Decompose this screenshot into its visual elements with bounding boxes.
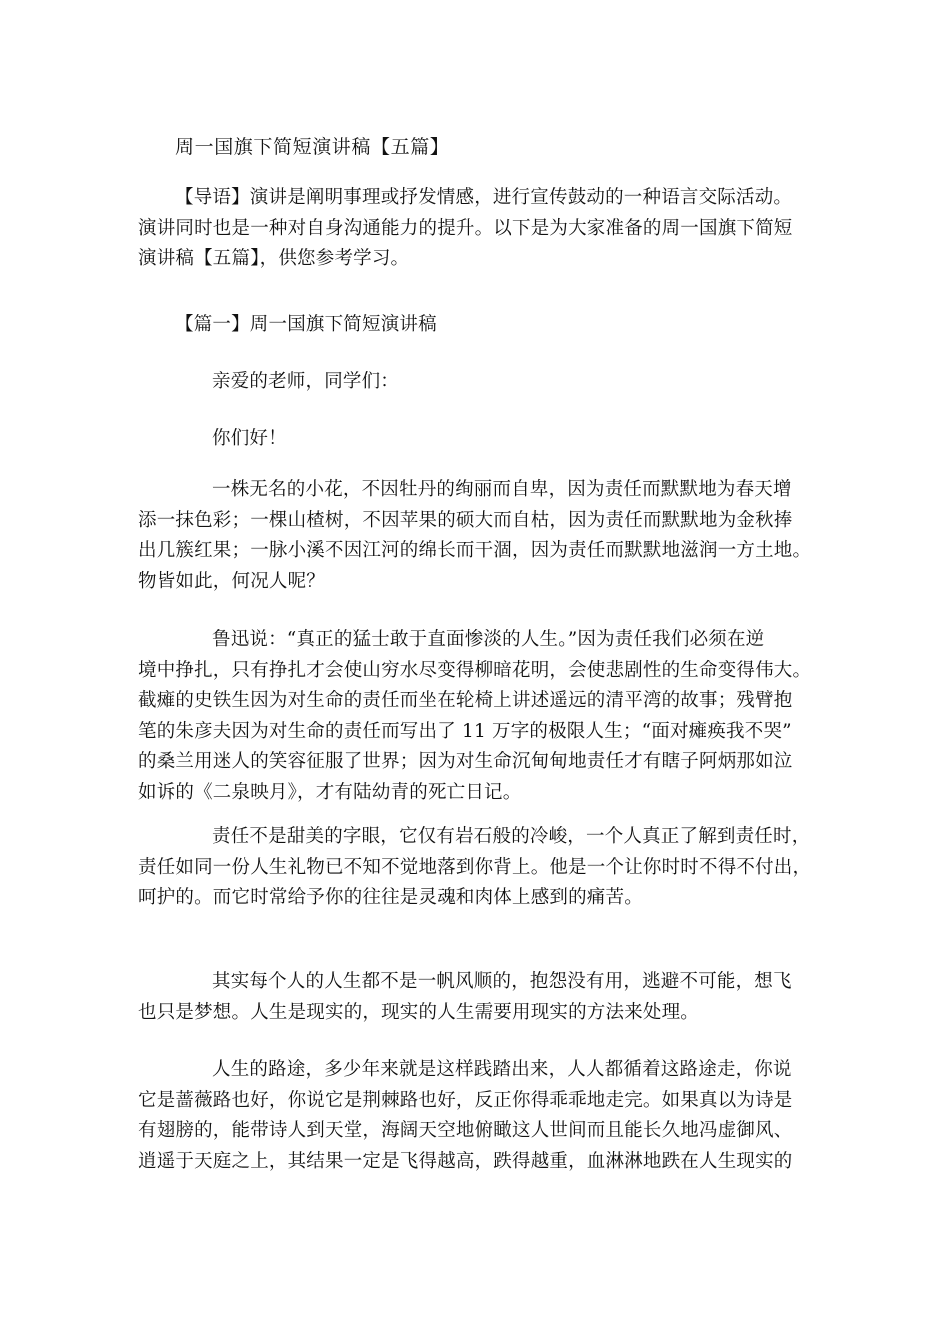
paragraph-line: 截瘫的史铁生因为对生命的责任而坐在轮椅上讲述遥远的清平湾的故事；残臂抱 bbox=[138, 690, 793, 712]
paragraph-line: 的桑兰用迷人的笑容征服了世界；因为对生命沉甸甸地责任才有瞎子阿炳那如泣 bbox=[138, 751, 793, 773]
paragraph-line: 如诉的《二泉映月》，才有陆幼青的死亡日记。 bbox=[138, 781, 522, 803]
body-paragraph-1 bbox=[138, 475, 818, 597]
paragraph-line: 呵护的。而它时常给予你的往往是灵魂和肉体上感到的痛苦。 bbox=[138, 887, 643, 909]
paragraph-line: 它是蔷薇路也好，你说它是荆棘路也好，反正你得乖乖地走完。如果真以为诗是 bbox=[138, 1089, 793, 1111]
paragraph-line: 一株无名的小花，不因牡丹的绚丽而自卑，因为责任而默默地为春天增 bbox=[212, 479, 792, 500]
document-title: 周一国旗下简短演讲稿【五篇】 bbox=[175, 136, 450, 158]
intro-line: 演讲同时也是一种对自身沟通能力的提升。以下是为大家准备的周一国旗下简短 bbox=[138, 217, 793, 239]
body-paragraph-4 bbox=[138, 967, 818, 1028]
paragraph-line: 物皆如此，何况人呢？ bbox=[138, 570, 326, 592]
paragraph-line: 逍遥于天庭之上，其结果一定是飞得越高，跌得越重，血淋淋地跌在人生现实的 bbox=[138, 1150, 793, 1172]
paragraph-line: 有翅膀的，能带诗人到天堂，海阔天空地俯瞰这人世间而且能长久地冯虚御风、 bbox=[138, 1120, 793, 1142]
greeting: 亲爱的老师，同学们： bbox=[212, 371, 400, 392]
paragraph-line: 其实每个人的人生都不是一帆风顺的，抱怨没有用，逃避不可能，想飞 bbox=[212, 971, 792, 992]
body-paragraph-5 bbox=[138, 1055, 818, 1177]
paragraph-line: 添一抹色彩；一棵山楂树，不因苹果的硕大而自枯，因为责任而默默地为金秋捧 bbox=[138, 509, 793, 531]
paragraph-line: 鲁迅说：“真正的猛士敢于直面惨淡的人生。”因为责任我们必须在逆 bbox=[212, 629, 765, 650]
paragraph-line: 也只是梦想。人生是现实的，现实的人生需要用现实的方法来处理。 bbox=[138, 1001, 700, 1023]
paragraph-line: 出几簇红果；一脉小溪不因江河的绵长而干涸，因为责任而默默地滋润一方土地。 bbox=[138, 540, 812, 562]
paragraph-line: 责任如同一份人生礼物已不知不觉地落到你背上。他是一个让你时时不得不付出， bbox=[138, 856, 812, 878]
paragraph-line: 责任不是甜美的字眼，它仅有岩石般的冷峻，一个人真正了解到责任时， bbox=[212, 826, 811, 847]
hello-line: 你们好！ bbox=[212, 428, 287, 449]
intro-line: 【导语】演讲是阐明事理或抒发情感，进行宣传鼓动的一种语言交际活动。 bbox=[175, 187, 793, 208]
section-heading: 【篇一】周一国旗下简短演讲稿 bbox=[175, 314, 437, 335]
intro-line: 演讲稿【五篇】，供您参考学习。 bbox=[138, 248, 410, 270]
paragraph-line: 人生的路途，多少年来就是这样践踏出来，人人都循着这路途走，你说 bbox=[212, 1059, 792, 1080]
body-paragraph-3 bbox=[138, 822, 818, 914]
paragraph-line: 境中挣扎，只有挣扎才会使山穷水尽变得柳暗花明，会使悲剧性的生命变得伟大。 bbox=[138, 659, 812, 681]
body-paragraph-2 bbox=[138, 625, 818, 809]
paragraph-line: 笔的朱彦夫因为对生命的责任而写出了 11 万字的极限人生；“面对瘫痪我不哭” bbox=[138, 720, 792, 742]
intro-paragraph bbox=[138, 183, 818, 275]
